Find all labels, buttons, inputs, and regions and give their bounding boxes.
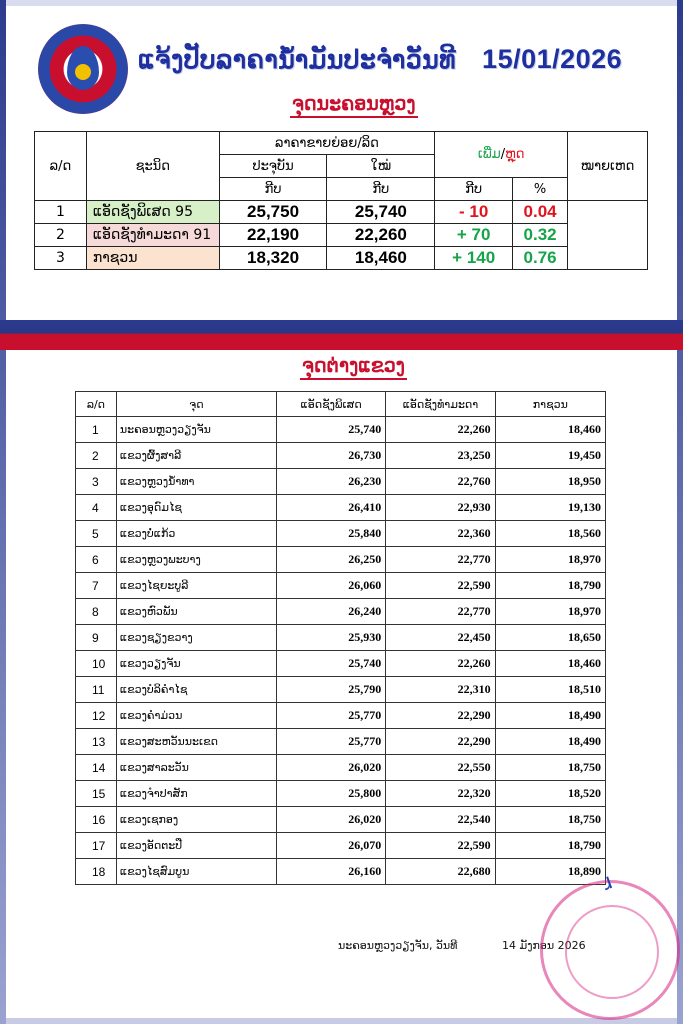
premium-price: 26,250 (276, 547, 385, 573)
table-row (76, 859, 606, 885)
table-row (76, 703, 606, 729)
diesel-price: 18,560 (495, 521, 605, 547)
premium-price: 26,020 (276, 807, 385, 833)
premium-price: 25,770 (276, 729, 385, 755)
province-header-row (76, 392, 606, 417)
regular-price: 22,590 (386, 573, 495, 599)
premium-price: 25,790 (276, 677, 385, 703)
summary-row (35, 224, 648, 247)
row-no: 6 (76, 547, 117, 573)
regular-price: 22,680 (386, 859, 495, 885)
row-no: 15 (76, 781, 117, 807)
change-sep-label: / (500, 147, 506, 162)
province-name: ນະຄອນຫຼວງວຽງຈັນ (116, 417, 276, 443)
diesel-price: 18,460 (495, 651, 605, 677)
logo-center (75, 64, 91, 80)
col-new-header: ໃໝ່ (327, 155, 435, 178)
table-row (76, 833, 606, 859)
col-diesel-header: ກາຊວນ (495, 392, 605, 417)
table-row (76, 443, 606, 469)
row-no: 2 (76, 443, 117, 469)
col-retail-header: ລາຄາຂາຍຍ່ອຍ/ລິດ (219, 132, 435, 155)
regular-price: 22,290 (386, 729, 495, 755)
col-change-header (435, 132, 568, 178)
province-name: ແຂວງບໍ່ແກ້ວ (116, 521, 276, 547)
province-name: ແຂວງສາລະວັນ (116, 755, 276, 781)
province-name: ແຂວງເຊກອງ (116, 807, 276, 833)
row-no: 9 (76, 625, 117, 651)
table-row (76, 781, 606, 807)
diesel-price: 19,130 (495, 495, 605, 521)
stamp-inner-ring (565, 905, 659, 999)
signature-icon: ɹ (598, 869, 617, 896)
regular-price: 22,290 (386, 703, 495, 729)
diesel-price: 18,750 (495, 755, 605, 781)
page-title (138, 44, 658, 75)
regular-price: 22,770 (386, 599, 495, 625)
diesel-price: 18,750 (495, 807, 605, 833)
table-row (76, 417, 606, 443)
premium-price: 26,060 (276, 573, 385, 599)
price-change: + 140 (435, 247, 513, 270)
diesel-price: 18,790 (495, 573, 605, 599)
price-change-pct: 0.04 (513, 201, 568, 224)
province-rows (76, 417, 606, 885)
premium-price: 25,740 (276, 417, 385, 443)
col-no-header: ລ/ດ (76, 392, 117, 417)
diesel-price: 18,790 (495, 833, 605, 859)
company-logo-icon (38, 24, 128, 114)
regular-price: 22,930 (386, 495, 495, 521)
premium-price: 26,410 (276, 495, 385, 521)
current-price: 18,320 (219, 247, 327, 270)
premium-price: 26,070 (276, 833, 385, 859)
province-name: ແຂວງຊຽງຂວາງ (116, 625, 276, 651)
title-date: 15/01/2026 (482, 44, 623, 74)
province-name: ແຂວງຫຼວງນ້ຳທາ (116, 469, 276, 495)
diesel-price: 19,450 (495, 443, 605, 469)
regular-price: 22,550 (386, 755, 495, 781)
row-no: 16 (76, 807, 117, 833)
regular-price: 22,450 (386, 625, 495, 651)
regular-price: 22,260 (386, 651, 495, 677)
diesel-price: 18,950 (495, 469, 605, 495)
new-price: 25,740 (327, 201, 435, 224)
regular-price: 23,250 (386, 443, 495, 469)
diesel-price: 18,970 (495, 599, 605, 625)
premium-price: 25,740 (276, 651, 385, 677)
official-stamp-icon (540, 880, 680, 1020)
table-row (76, 469, 606, 495)
price-change-pct: 0.76 (513, 247, 568, 270)
fuel-type: ແອັດຊັງທຳມະດາ 91 (86, 224, 219, 247)
unit-kip-new: ກີບ (327, 178, 435, 201)
table-row (76, 547, 606, 573)
premium-price: 26,020 (276, 755, 385, 781)
row-no: 17 (76, 833, 117, 859)
current-price: 25,750 (219, 201, 327, 224)
regular-price: 22,260 (386, 417, 495, 443)
province-name: ແຂວງຫຼວງພະບາງ (116, 547, 276, 573)
province-price-table (75, 391, 606, 885)
row-no: 11 (76, 677, 117, 703)
row-no: 3 (35, 247, 87, 270)
change-plus-label: ເພີ່ມ (477, 147, 501, 162)
regular-price: 22,310 (386, 677, 495, 703)
diesel-price: 18,890 (495, 859, 605, 885)
province-name: ແຂວງວຽງຈັນ (116, 651, 276, 677)
diesel-price: 18,520 (495, 781, 605, 807)
regular-price: 22,590 (386, 833, 495, 859)
regular-price: 22,540 (386, 807, 495, 833)
premium-price: 26,240 (276, 599, 385, 625)
col-no-header: ລ/ດ (35, 132, 87, 201)
col-premium-header: ແອັດຊັງພິເສດ (276, 392, 385, 417)
new-price: 22,260 (327, 224, 435, 247)
footer-place: ນະຄອນຫຼວງວຽງຈັນ, ວັນທີ (338, 939, 458, 952)
diesel-price: 18,650 (495, 625, 605, 651)
current-price: 22,190 (219, 224, 327, 247)
row-no: 14 (76, 755, 117, 781)
province-name: ແຂວງບໍລິຄຳໄຊ (116, 677, 276, 703)
row-no: 1 (76, 417, 117, 443)
table-row (76, 807, 606, 833)
col-current-header: ປະຈຸບັນ (219, 155, 327, 178)
diesel-price: 18,490 (495, 729, 605, 755)
diesel-price: 18,460 (495, 417, 605, 443)
province-name: ແຂວງໄຊສົມບູນ (116, 859, 276, 885)
regular-price: 22,770 (386, 547, 495, 573)
unit-pct: % (513, 178, 568, 201)
diesel-price: 18,510 (495, 677, 605, 703)
premium-price: 25,800 (276, 781, 385, 807)
province-name: ແຂວງຜົ້ງສາລີ (116, 443, 276, 469)
change-minus-label: ຫຼຸດ (505, 147, 525, 162)
capital-subtitle: ຈຸດນະຄອນຫຼວງ (290, 93, 418, 118)
row-no: 3 (76, 469, 117, 495)
price-change: - 10 (435, 201, 513, 224)
row-no: 1 (35, 201, 87, 224)
price-change-pct: 0.32 (513, 224, 568, 247)
province-name: ແຂວງຄຳມ່ວນ (116, 703, 276, 729)
row-no: 4 (76, 495, 117, 521)
provinces-subtitle: ຈຸດຕ່າງແຂວງ (300, 355, 407, 380)
summary-row (35, 247, 648, 270)
province-name: ແຂວງອັດຕະປື (116, 833, 276, 859)
note-cell (568, 201, 648, 270)
table-row (76, 573, 606, 599)
premium-price: 26,230 (276, 469, 385, 495)
row-no: 13 (76, 729, 117, 755)
row-no: 10 (76, 651, 117, 677)
row-no: 18 (76, 859, 117, 885)
row-no: 8 (76, 599, 117, 625)
row-no: 5 (76, 521, 117, 547)
regular-price: 22,360 (386, 521, 495, 547)
diesel-price: 18,490 (495, 703, 605, 729)
col-note-header: ໝາຍເຫດ (568, 132, 648, 201)
summary-row (35, 201, 648, 224)
premium-price: 26,160 (276, 859, 385, 885)
premium-price: 25,840 (276, 521, 385, 547)
table-row (76, 729, 606, 755)
col-type-header: ຊະນິດ (86, 132, 219, 201)
summary-price-table (34, 131, 648, 270)
unit-kip-current: ກີບ (219, 178, 327, 201)
premium-price: 26,730 (276, 443, 385, 469)
table-row (76, 651, 606, 677)
province-name: ແຂວງໄຊຍະບູລີ (116, 573, 276, 599)
regular-price: 22,760 (386, 469, 495, 495)
new-price: 18,460 (327, 247, 435, 270)
table-row (76, 599, 606, 625)
unit-kip-change: ກີບ (435, 178, 513, 201)
province-name: ແຂວງຈຳປາສັກ (116, 781, 276, 807)
diesel-price: 18,970 (495, 547, 605, 573)
row-no: 7 (76, 573, 117, 599)
regular-price: 22,320 (386, 781, 495, 807)
table-row (76, 495, 606, 521)
table-row (76, 755, 606, 781)
province-name: ແຂວງຫົວພັນ (116, 599, 276, 625)
premium-price: 25,770 (276, 703, 385, 729)
province-name: ແຂວງສະຫວັນນະເຂດ (116, 729, 276, 755)
row-no: 2 (35, 224, 87, 247)
row-no: 12 (76, 703, 117, 729)
divider-band (0, 320, 683, 350)
col-location-header: ຈຸດ (116, 392, 276, 417)
table-row (76, 677, 606, 703)
col-regular-header: ແອັດຊັງທຳມະດາ (386, 392, 495, 417)
price-change: + 70 (435, 224, 513, 247)
fuel-type: ແອັດຊັງພິເສດ 95 (86, 201, 219, 224)
right-border (677, 0, 683, 1024)
fuel-type: ກາຊວນ (86, 247, 219, 270)
province-name: ແຂວງອຸດົມໄຊ (116, 495, 276, 521)
title-text: ແຈ້ງປັບລາຄານ້ຳມັນປະຈຳວັນທີ (138, 45, 457, 74)
premium-price: 25,930 (276, 625, 385, 651)
table-row (76, 625, 606, 651)
table-row (76, 521, 606, 547)
footer-date: 14 ມັງກອນ 2026 (502, 939, 586, 952)
